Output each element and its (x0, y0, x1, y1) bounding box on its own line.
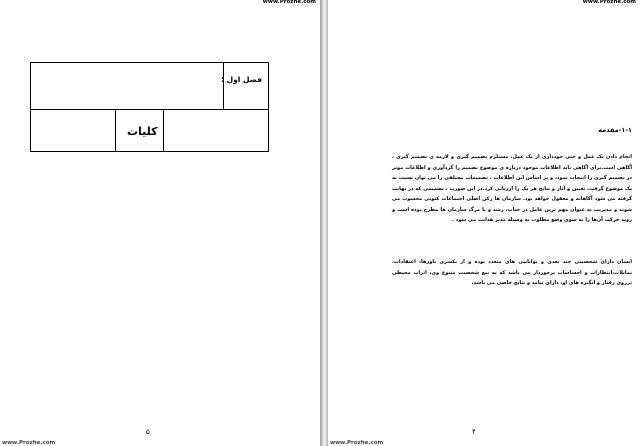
frame-divider (115, 109, 116, 151)
frame-divider (163, 109, 164, 151)
chapter-label: فصل اول : (221, 75, 262, 84)
body-paragraph: انسان دارای شخصیتی چند بعدی و تواناییی های متعدد بوده و از یکسری باورها، اعتقادات، تمایلات،انتظارات و احساسات برخوردار می باشد که به تبع شخصیت متنوع وی، اثرات محیطی برروی رفتار و انگیزه های او، دارای پیامد و نتایج خاصی می باشد. (392, 259, 632, 286)
body-paragraph: انجام دادن یک عمل و حتی خودداری از یک عمل، مستلزم تصمیم گیری و لازمه ی تصمیم گیری ، آگاهی است.برای آگاهی باید اطلاعات موجود درباره ی موضوع تصمیم را گردآوری و اطلاعات موثر در تصمیم گیری را انتخاب نمود، و بر اساس این اطلاعات ، تصمیمات مختلفی را می توان نسبت به یک موضوع گرفت، تعیین و آثار و نتایج هر یک را ارزیابی کرد.در این صورت ، تصمیمی که در نهایت گرفته می شود آگاهانه و معقول خواهد بود. سازمان ها رکن اصلی اجتماعات کنونی محسوب می شوند و مدیریت به عنوان مهم ترین عامل در حیات، رشد و یا مرگ سازمان ها مطرح بوده است و روند حرکت آن‌ها را به سوی وضع مطلوب به وسیله مدیر هدایت می شود . (392, 154, 632, 223)
site-url-top: www.Prozhe.com (582, 0, 636, 5)
right-page (328, 0, 640, 446)
page-number: ۴ (472, 428, 476, 436)
chapter-title-frame (30, 62, 269, 152)
frame-divider (223, 63, 224, 109)
site-url-top: www.Prozhe.com (262, 0, 316, 5)
chapter-title: کلیات (127, 125, 158, 138)
section-heading: ۱-۱-مقدمه (598, 126, 632, 134)
page-number: ۵ (146, 428, 150, 436)
site-url-bottom: www.Prozhe.com (2, 440, 56, 446)
frame-top-row (31, 63, 268, 110)
book-gutter (320, 0, 328, 446)
site-url-bottom: www.Prozhe.com (330, 440, 384, 446)
